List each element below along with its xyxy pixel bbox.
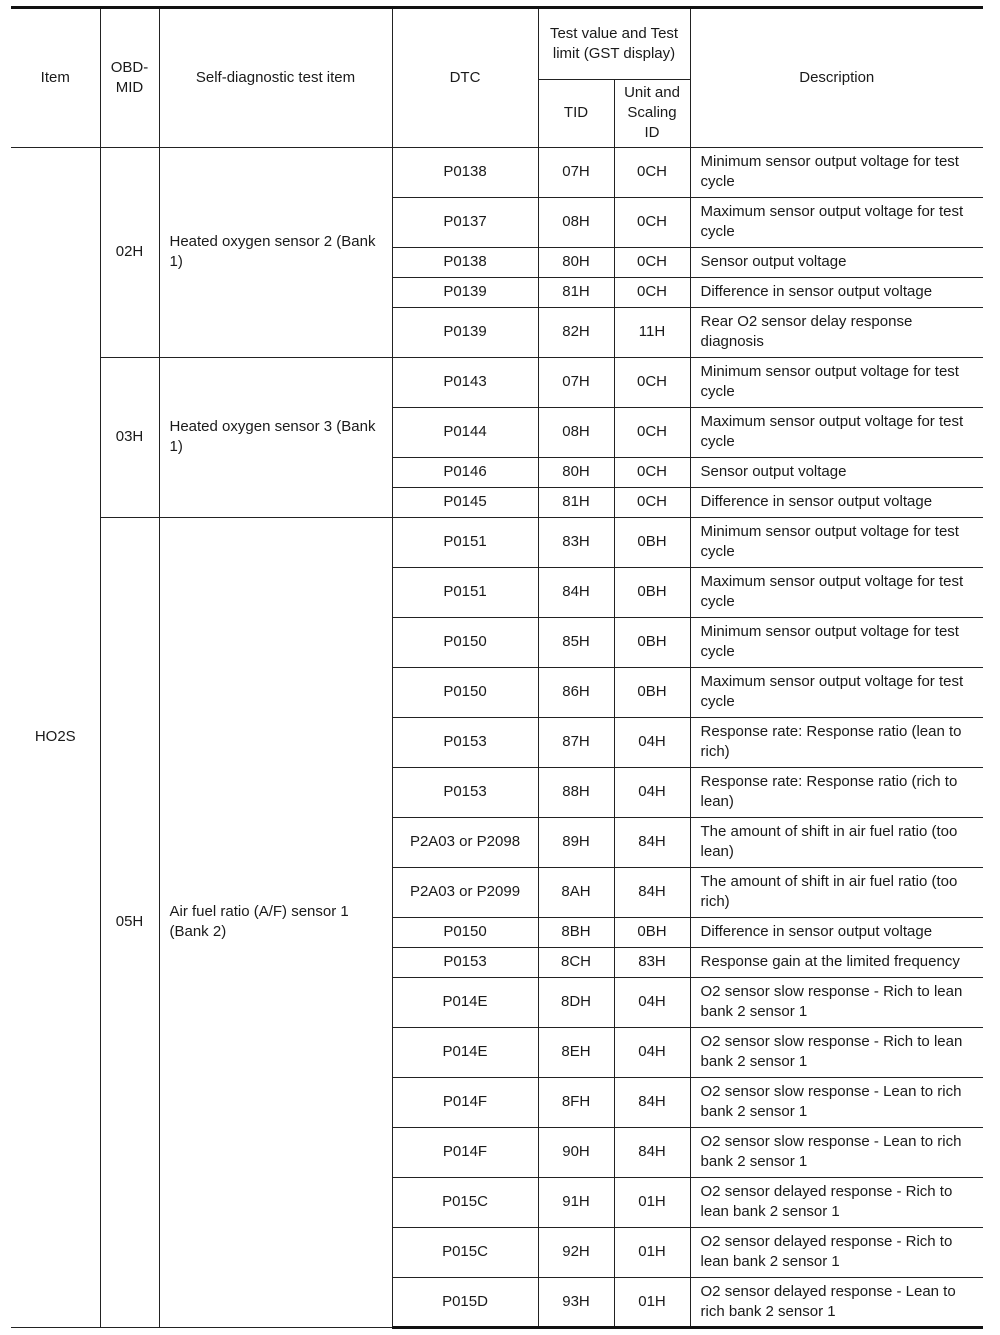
unit-cell: 83H [614,947,690,977]
tid-cell: 83H [538,517,614,567]
tid-cell: 08H [538,197,614,247]
tid-cell: 8CH [538,947,614,977]
table-row [11,147,983,197]
dtc-cell: P0153 [392,947,538,977]
test-item-cell: Heated oxygen sensor 2 (Bank 1) [159,147,392,357]
description-cell: O2 sensor slow response - Rich to lean bank 2 sensor 1 [690,977,983,1027]
table-row [11,517,983,567]
unit-cell: 0BH [614,917,690,947]
dtc-cell: P0146 [392,457,538,487]
unit-cell: 84H [614,1077,690,1127]
dtc-cell: P0137 [392,197,538,247]
dtc-cell: P014E [392,977,538,1027]
unit-cell: 0BH [614,517,690,567]
unit-cell: 84H [614,867,690,917]
obd-mid-cell: 03H [100,357,159,517]
description-cell: Difference in sensor output voltage [690,917,983,947]
description-cell: Rear O2 sensor delay response diagnosis [690,307,983,357]
unit-cell: 0CH [614,407,690,457]
description-cell: Difference in sensor output voltage [690,487,983,517]
description-cell: Maximum sensor output voltage for test cycle [690,197,983,247]
tid-cell: 80H [538,457,614,487]
obd-mid-cell: 02H [100,147,159,357]
description-cell: Response rate: Response ratio (rich to lean) [690,767,983,817]
description-cell: O2 sensor delayed response - Rich to lean bank 2 sensor 1 [690,1227,983,1277]
dtc-cell: P0150 [392,917,538,947]
description-cell: The amount of shift in air fuel ratio (too lean) [690,817,983,867]
tid-cell: 07H [538,147,614,197]
diagnostic-table [11,9,983,1329]
tid-cell: 88H [538,767,614,817]
unit-cell: 0CH [614,197,690,247]
tid-cell: 8EH [538,1027,614,1077]
dtc-cell: P0150 [392,617,538,667]
item-cell: HO2S [11,147,100,1327]
unit-cell: 0BH [614,667,690,717]
description-cell: Response gain at the limited frequency [690,947,983,977]
description-cell: Minimum sensor output voltage for test cycle [690,357,983,407]
unit-cell: 04H [614,977,690,1027]
tid-cell: 81H [538,277,614,307]
unit-cell: 0CH [614,487,690,517]
unit-cell: 84H [614,817,690,867]
dtc-cell: P014F [392,1077,538,1127]
dtc-cell: P0139 [392,277,538,307]
description-cell: Minimum sensor output voltage for test cycle [690,617,983,667]
tid-cell: 8DH [538,977,614,1027]
tid-cell: 86H [538,667,614,717]
dtc-cell: P0143 [392,357,538,407]
table-header [11,9,983,147]
description-cell: Response rate: Response ratio (lean to rich) [690,717,983,767]
dtc-cell: P0138 [392,147,538,197]
unit-cell: 0BH [614,617,690,667]
unit-cell: 04H [614,717,690,767]
description-cell: O2 sensor slow response - Lean to rich bank 2 sensor 1 [690,1077,983,1127]
dtc-cell: P015D [392,1277,538,1327]
header-tid: TID [538,79,614,147]
dtc-cell: P0151 [392,567,538,617]
unit-cell: 01H [614,1177,690,1227]
dtc-cell: P0145 [392,487,538,517]
tid-cell: 8BH [538,917,614,947]
header-test-item: Self-diagnostic test item [159,9,392,147]
tid-cell: 8AH [538,867,614,917]
tid-cell: 85H [538,617,614,667]
description-cell: O2 sensor delayed response - Lean to rich bank 2 sensor 1 [690,1277,983,1327]
dtc-cell: P0153 [392,717,538,767]
dtc-cell: P0150 [392,667,538,717]
dtc-cell: P0138 [392,247,538,277]
description-cell: Sensor output voltage [690,457,983,487]
header-unit: Unit and Scaling ID [614,79,690,147]
table-body [11,147,983,1327]
dtc-cell: P015C [392,1227,538,1277]
header-test-value: Test value and Test limit (GST display) [538,9,690,79]
tid-cell: 82H [538,307,614,357]
unit-cell: 11H [614,307,690,357]
unit-cell: 0BH [614,567,690,617]
description-cell: Maximum sensor output voltage for test cycle [690,567,983,617]
table-row [11,357,983,407]
unit-cell: 01H [614,1277,690,1327]
description-cell: Maximum sensor output voltage for test cycle [690,407,983,457]
unit-cell: 0CH [614,457,690,487]
tid-cell: 87H [538,717,614,767]
tid-cell: 8FH [538,1077,614,1127]
dtc-cell: P015C [392,1177,538,1227]
unit-cell: 0CH [614,147,690,197]
description-cell: The amount of shift in air fuel ratio (too rich) [690,867,983,917]
dtc-cell: P2A03 or P2099 [392,867,538,917]
tid-cell: 89H [538,817,614,867]
header-obd-mid: OBD-MID [100,9,159,147]
tid-cell: 84H [538,567,614,617]
description-cell: Maximum sensor output voltage for test cycle [690,667,983,717]
unit-cell: 0CH [614,247,690,277]
header-dtc: DTC [392,9,538,147]
tid-cell: 07H [538,357,614,407]
tid-cell: 90H [538,1127,614,1177]
unit-cell: 0CH [614,357,690,407]
tid-cell: 93H [538,1277,614,1327]
tid-cell: 80H [538,247,614,277]
document-page [11,6,983,1329]
dtc-cell: P0153 [392,767,538,817]
unit-cell: 0CH [614,277,690,307]
dtc-cell: P0144 [392,407,538,457]
dtc-cell: P0151 [392,517,538,567]
description-cell: Minimum sensor output voltage for test cycle [690,147,983,197]
tid-cell: 81H [538,487,614,517]
unit-cell: 01H [614,1227,690,1277]
dtc-cell: P0139 [392,307,538,357]
header-description: Description [690,9,983,147]
test-item-cell: Air fuel ratio (A/F) sensor 1 (Bank 2) [159,517,392,1327]
description-cell: O2 sensor slow response - Lean to rich bank 2 sensor 1 [690,1127,983,1177]
unit-cell: 04H [614,767,690,817]
unit-cell: 04H [614,1027,690,1077]
unit-cell: 84H [614,1127,690,1177]
header-item: Item [11,9,100,147]
test-item-cell: Heated oxygen sensor 3 (Bank 1) [159,357,392,517]
description-cell: O2 sensor delayed response - Rich to lean bank 2 sensor 1 [690,1177,983,1227]
description-cell: Sensor output voltage [690,247,983,277]
description-cell: O2 sensor slow response - Rich to lean bank 2 sensor 1 [690,1027,983,1077]
obd-mid-cell: 05H [100,517,159,1327]
description-cell: Minimum sensor output voltage for test cycle [690,517,983,567]
dtc-cell: P014E [392,1027,538,1077]
description-cell: Difference in sensor output voltage [690,277,983,307]
dtc-cell: P2A03 or P2098 [392,817,538,867]
tid-cell: 92H [538,1227,614,1277]
dtc-cell: P014F [392,1127,538,1177]
tid-cell: 08H [538,407,614,457]
tid-cell: 91H [538,1177,614,1227]
